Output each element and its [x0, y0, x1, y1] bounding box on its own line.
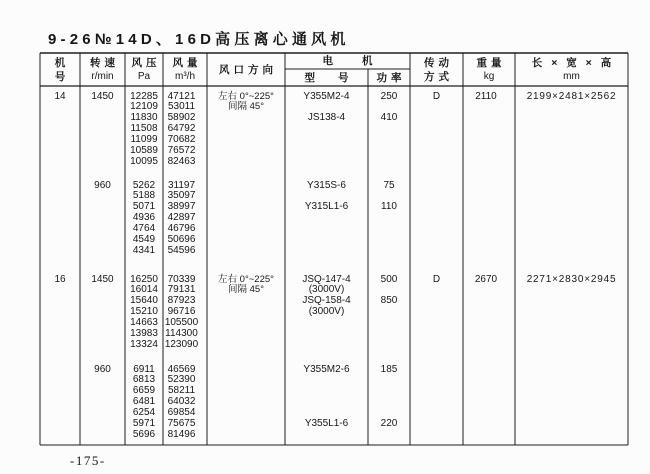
pressure-cell: 15640	[130, 295, 158, 307]
flow-cell: 47121	[167, 90, 196, 102]
pressure-cell: 11508	[130, 123, 158, 135]
fan-speed-group	[0, 365, 650, 445]
pressure-cell: 4549	[132, 234, 156, 245]
motor-power-cell: 850	[380, 295, 398, 307]
table-row	[0, 157, 650, 168]
table-row	[0, 329, 650, 340]
flow-cell: 114300	[165, 328, 198, 339]
header-motor-model-label: 型 号	[304, 71, 359, 84]
flow-cell: 123090	[164, 338, 199, 350]
motor-power-cell: 185	[380, 363, 398, 375]
table-row	[0, 307, 650, 318]
header-weight-unit: kg	[483, 70, 495, 82]
motor-power-cell: 500	[380, 273, 398, 285]
pressure-cell: 13983	[130, 328, 158, 339]
flow-cell: 38997	[167, 201, 196, 213]
header-pressure-label: 风压	[131, 56, 161, 69]
drive-type-cell: D	[432, 273, 441, 285]
motor-power-cell: 75	[383, 179, 395, 191]
table-row	[0, 213, 650, 224]
dimensions-cell: 2199×2481×2562	[526, 90, 617, 102]
flow-cell: 53011	[167, 101, 196, 113]
motor-model-cell: Y355L1-6	[304, 418, 349, 429]
motor-power-cell: 110	[381, 201, 397, 213]
table-row	[0, 397, 650, 408]
header-dimensions-label: 长 × 宽 × 高	[531, 56, 615, 69]
pressure-cell: 5696	[132, 428, 156, 440]
table-row	[0, 135, 650, 146]
flow-cell: 54596	[167, 244, 196, 256]
speed-cell: 1450	[91, 273, 114, 285]
header-drive-line1: 传动	[424, 56, 453, 69]
drive-type-cell: D	[432, 90, 441, 102]
flow-cell: 69854	[167, 407, 196, 419]
header-drive-line2: 方式	[424, 70, 453, 83]
pressure-cell: 6813	[132, 374, 156, 386]
outlet-direction-cell: 间隔 45°	[227, 284, 264, 296]
flow-cell: 58211	[167, 385, 196, 397]
table-row	[0, 146, 650, 157]
page-title: 9-26№14D、16D高压离心通风机	[48, 31, 350, 48]
pressure-cell: 15210	[130, 306, 158, 318]
pressure-cell: 4936	[132, 212, 156, 224]
flow-cell: 81496	[167, 428, 196, 440]
pressure-cell: 6481	[132, 396, 156, 408]
table-row	[0, 181, 650, 192]
fan-speed-group	[0, 275, 650, 355]
speed-cell: 1450	[91, 90, 114, 102]
table-row	[0, 340, 650, 351]
motor-model-cell: (3000V)	[308, 306, 345, 318]
pressure-cell: 5188	[132, 190, 156, 202]
table-row	[0, 318, 650, 329]
motor-power-cell: 410	[380, 112, 398, 124]
table-row	[0, 202, 650, 213]
flow-cell: 70682	[167, 134, 196, 146]
flow-cell: 52390	[167, 374, 196, 386]
header-dimensions-unit: mm	[563, 70, 580, 82]
table-row	[0, 375, 650, 386]
pressure-cell: 4764	[132, 223, 156, 235]
motor-model-cell: JSQ-147-4	[302, 273, 351, 285]
flow-cell: 87923	[167, 295, 196, 307]
pressure-cell: 6911	[133, 363, 155, 375]
dimensions-cell: 2271×2830×2945	[526, 273, 617, 285]
header-speed-label: 转速	[90, 56, 119, 69]
pressure-cell: 16014	[130, 284, 158, 296]
outlet-direction-cell: 间隔 45°	[227, 101, 264, 113]
fan-speed-group	[0, 181, 650, 261]
table-row	[0, 235, 650, 246]
speed-cell: 960	[94, 363, 111, 375]
pressure-cell: 11099	[130, 134, 158, 146]
flow-cell: 35097	[167, 190, 196, 202]
motor-power-cell: 220	[380, 418, 398, 429]
motor-model-cell: Y355M2-6	[303, 363, 350, 375]
weight-cell: 2110	[475, 90, 497, 102]
table-row	[0, 113, 650, 124]
motor-model-cell: JSQ-158-4	[302, 295, 351, 307]
table-row	[0, 386, 650, 397]
header-speed-unit: r/min	[91, 70, 114, 82]
header-motor-label: 电 机	[322, 55, 386, 67]
pressure-cell: 6254	[132, 407, 156, 419]
table-row	[0, 365, 650, 376]
flow-cell: 50696	[167, 234, 196, 245]
header-machine-number-line1: 机	[54, 56, 66, 69]
header-pressure-unit: Pa	[137, 70, 151, 82]
flow-cell: 79131	[167, 284, 196, 296]
pressure-cell: 6659	[132, 385, 156, 397]
table-row	[0, 92, 650, 103]
flow-cell: 76572	[167, 145, 196, 156]
pressure-cell: 5262	[132, 179, 156, 191]
weight-cell: 2670	[474, 273, 498, 285]
pressure-cell: 10095	[130, 155, 158, 167]
page-number: -175-	[70, 453, 106, 468]
flow-cell: 70339	[167, 273, 196, 285]
table-row	[0, 124, 650, 135]
outlet-direction-cell: 左右 0°~225°	[218, 90, 274, 102]
motor-model-cell: Y355M2-4	[303, 90, 350, 102]
pressure-cell: 12285	[130, 90, 158, 102]
outlet-direction-cell: 左右 0°~225°	[218, 273, 274, 285]
table-row	[0, 246, 650, 257]
machine-number-cell: 14	[54, 90, 66, 102]
flow-cell: 105500	[164, 317, 199, 329]
table-row	[0, 224, 650, 235]
flow-cell: 82463	[167, 155, 196, 167]
flow-cell: 46569	[167, 363, 196, 375]
pressure-cell: 12109	[130, 101, 158, 113]
pressure-cell: 11830	[130, 112, 158, 124]
pressure-cell: 16250	[130, 273, 158, 285]
header-machine-number-line2: 号	[54, 70, 66, 83]
table-row	[0, 419, 650, 430]
header-flow-label: 风量	[172, 56, 202, 69]
header-flow-unit: m³/h	[175, 70, 195, 82]
flow-cell: 46796	[167, 223, 196, 235]
flow-cell: 42897	[167, 212, 196, 224]
table-row	[0, 430, 650, 441]
flow-cell: 96716	[167, 306, 196, 318]
speed-cell: 960	[94, 179, 111, 191]
pressure-cell: 13324	[130, 338, 158, 350]
pressure-cell: 14663	[130, 317, 158, 329]
motor-model-cell: JS138-4	[307, 112, 346, 124]
header-outlet-direction-label: 风口方向	[219, 63, 277, 76]
header-weight-label: 重量	[476, 56, 506, 69]
flow-cell: 64032	[167, 396, 196, 408]
motor-model-cell: Y315L1-6	[304, 201, 349, 213]
flow-cell: 64792	[167, 123, 196, 135]
flow-cell: 31197	[167, 179, 196, 191]
motor-power-cell: 250	[380, 90, 398, 102]
header-motor-power-label: 功率	[376, 71, 406, 84]
pressure-cell: 5071	[132, 201, 156, 213]
machine-number-cell: 16	[54, 273, 66, 285]
pressure-cell: 4341	[132, 244, 156, 256]
pressure-cell: 10589	[130, 145, 158, 156]
flow-cell: 75675	[167, 418, 196, 429]
pressure-cell: 5971	[132, 418, 156, 429]
motor-model-cell: (3000V)	[308, 284, 345, 296]
motor-model-cell: Y315S-6	[307, 179, 346, 191]
flow-cell: 58902	[167, 112, 196, 124]
fan-speed-group	[0, 92, 650, 172]
